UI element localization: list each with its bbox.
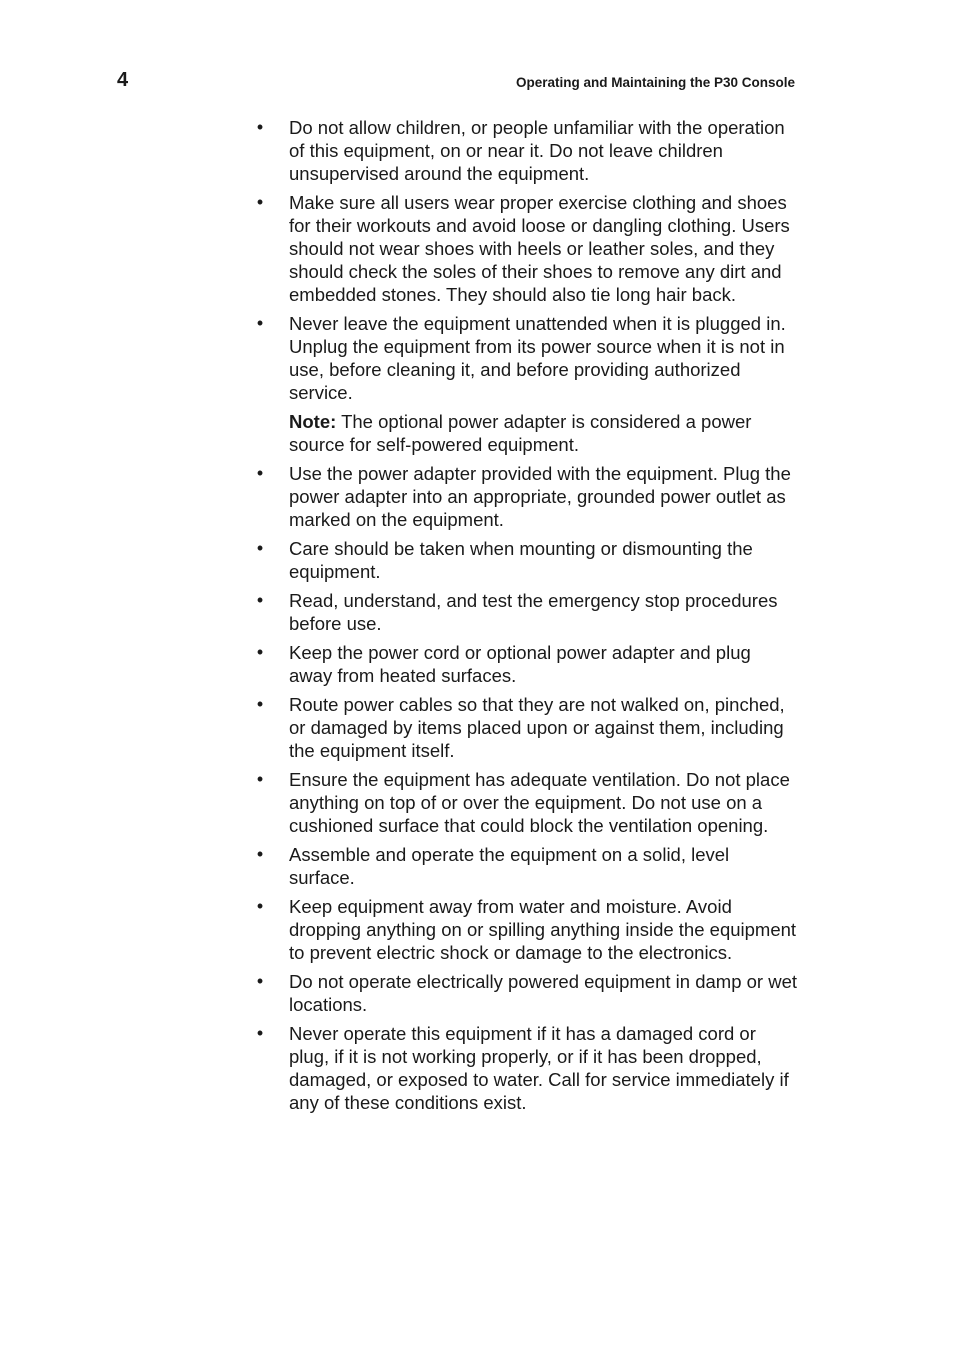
page-number: 4	[117, 69, 129, 91]
list-item-text: Do not operate electrically powered equipment in damp or wet locations.	[289, 971, 798, 1015]
list-item	[254, 895, 799, 964]
list-item	[254, 693, 799, 762]
list-item-text: Use the power adapter provided with the equipment. Plug the power adapter into an appropriate, grounded power outlet as marked on the equipment.	[289, 463, 791, 530]
list-item-text: Make sure all users wear proper exercise clothing and shoes for their workouts and avoid loose or dangling clothing. Users should not wear shoes with heels or leather soles, and they should check the soles of their shoes to remove any dirt and embedded stones. They should also tie long hair back.	[289, 192, 790, 305]
bullet-icon: •	[256, 192, 264, 212]
list-item-text: Read, understand, and test the emergency stop procedures before use.	[289, 590, 778, 634]
bullet-icon: •	[256, 590, 264, 610]
note	[254, 410, 799, 456]
safety-instructions	[254, 116, 799, 1120]
running-header-title: Operating and Maintaining the P30 Console	[515, 75, 795, 90]
bullet-list-group-1	[254, 116, 799, 404]
bullet-icon: •	[256, 896, 264, 916]
bullet-icon: •	[256, 313, 264, 333]
bullet-icon: •	[256, 463, 264, 483]
bullet-icon: •	[256, 117, 264, 137]
list-item	[254, 970, 799, 1016]
list-item-text: Do not allow children, or people unfamiliar with the operation of this equipment, on or near it. Do not leave children unsupervised around the equipment.	[289, 117, 785, 184]
bullet-icon: •	[256, 694, 264, 714]
list-item	[254, 641, 799, 687]
list-item-text: Never leave the equipment unattended when it is plugged in. Unplug the equipment from its power source when it is not in use, before cleaning it, and before providing authorized service.	[289, 313, 786, 403]
list-item	[254, 312, 799, 404]
note-label: Note:	[289, 411, 337, 432]
list-item	[254, 1022, 799, 1114]
bullet-icon: •	[256, 971, 264, 991]
list-item	[254, 768, 799, 837]
bullet-list-group-2	[254, 462, 799, 1114]
list-item	[254, 589, 799, 635]
note-text: The optional power adapter is considered a power source for self-powered equipment.	[289, 411, 752, 455]
list-item-text: Assemble and operate the equipment on a solid, level surface.	[289, 844, 730, 888]
list-item-text: Keep the power cord or optional power adapter and plug away from heated surfaces.	[289, 642, 751, 686]
list-item-text: Route power cables so that they are not walked on, pinched, or damaged by items placed upon or against them, including the equipment itself.	[289, 694, 785, 761]
list-item	[254, 116, 799, 185]
list-item	[254, 462, 799, 531]
bullet-icon: •	[256, 538, 264, 558]
list-item	[254, 537, 799, 583]
list-item-text: Care should be taken when mounting or dismounting the equipment.	[289, 538, 753, 582]
bullet-icon: •	[256, 642, 264, 662]
list-item-text: Never operate this equipment if it has a damaged cord or plug, if it is not working properly, or if it has been dropped, damaged, or exposed to water. Call for service immediately if any of these conditions exist.	[289, 1023, 789, 1113]
bullet-icon: •	[256, 769, 264, 789]
bullet-icon: •	[256, 844, 264, 864]
bullet-icon: •	[256, 1023, 264, 1043]
list-item-text: Keep equipment away from water and moisture. Avoid dropping anything on or spilling anything inside the equipment to prevent electric shock or damage to the electronics.	[289, 896, 797, 963]
list-item-text: Ensure the equipment has adequate ventilation. Do not place anything on top of or over the equipment. Do not use on a cushioned surface that could block the ventilation opening.	[289, 769, 790, 836]
list-item	[254, 843, 799, 889]
list-item	[254, 191, 799, 306]
